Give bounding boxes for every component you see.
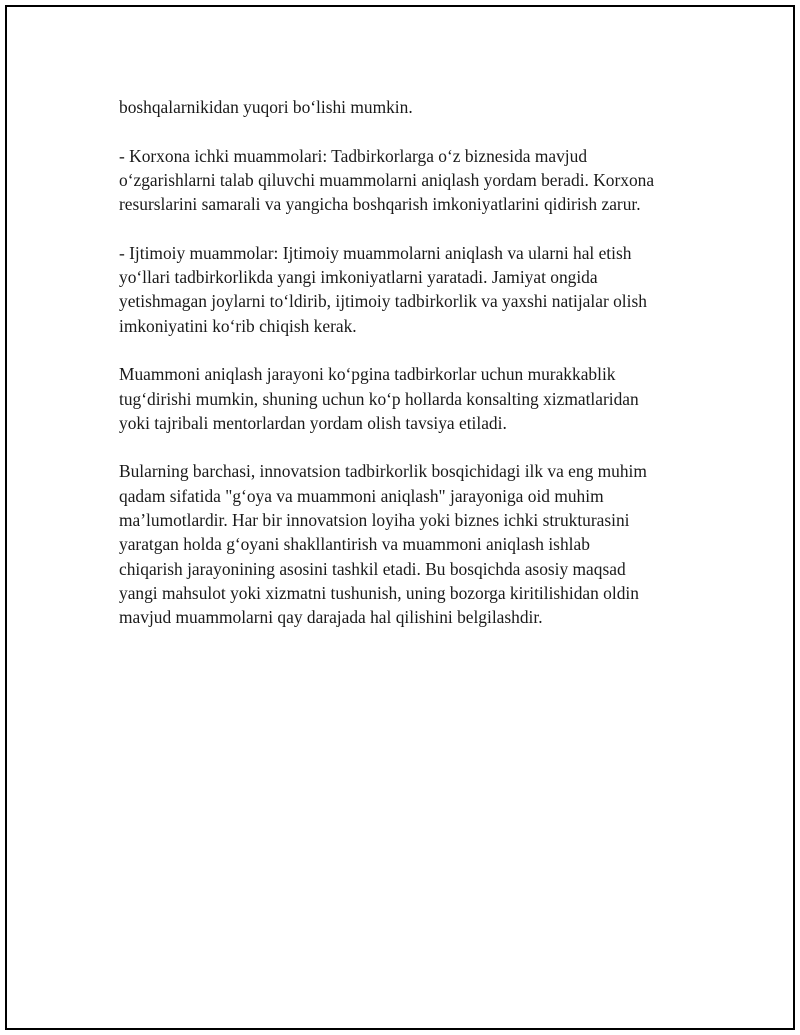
document-page: [5, 5, 795, 1030]
paragraph-continuation: boshqalarnikidan yuqori bo‘lishi mumkin.: [119, 97, 413, 117]
paragraph-internal-problems: - Korxona ichki muammolari: Tadbirkorlarga o‘z biznesida mavjud o‘zgarishlarni talab qiluvchi muammolarni aniqlash yordam beradi. Korxona resurslarini samarali va yangicha boshqarish imkoniyatlarini qidirish zarur.: [119, 145, 655, 215]
paragraph-social-problems: - Ijtimoiy muammolar: Ijtimoiy muammolarni aniqlash va ularni hal etish yo‘llari tadbirkorlikda yangi imkoniyatlarni yaratadi. Jamiyat ongida yetishmagan joylarni to‘ldirib, ijtimoiy tadbirkorlik va yaxshi natijalar olish imkoniyatini ko‘rib chiqish kerak.: [119, 242, 647, 336]
paragraph-problem-identification: Muammoni aniqlash jarayoni ko‘pgina tadbirkorlar uchun murakkablik tug‘dirishi mumkin, shuning uchun ko‘p hollarda konsalting xizmatlaridan yoki tajribali mentorlardan yordam olish tavsiya etiladi.: [119, 364, 639, 433]
paragraph-summary: Bularning barchasi, innovatsion tadbirkorlik bosqichidagi ilk va eng muhim qadam sifatida "g‘oya va muammoni aniqlash" jarayoniga oid muhim ma’lumotlardir. Har bir innovatsion loyiha yoki biznes ichki strukturasini yaratgan holda g‘oyani shakllantirish va muammoni aniqlash ishlab chiqarish jarayonining asosini tashkil etadi. Bu bosqichda asosiy maqsad yangi mahsulot yoki xizmatni tushunish, uning bozorga kiritilishidan oldin mavjud muammolarni qay darajada hal qilishini belgilashdir.: [119, 461, 647, 628]
document-body: [119, 95, 699, 654]
